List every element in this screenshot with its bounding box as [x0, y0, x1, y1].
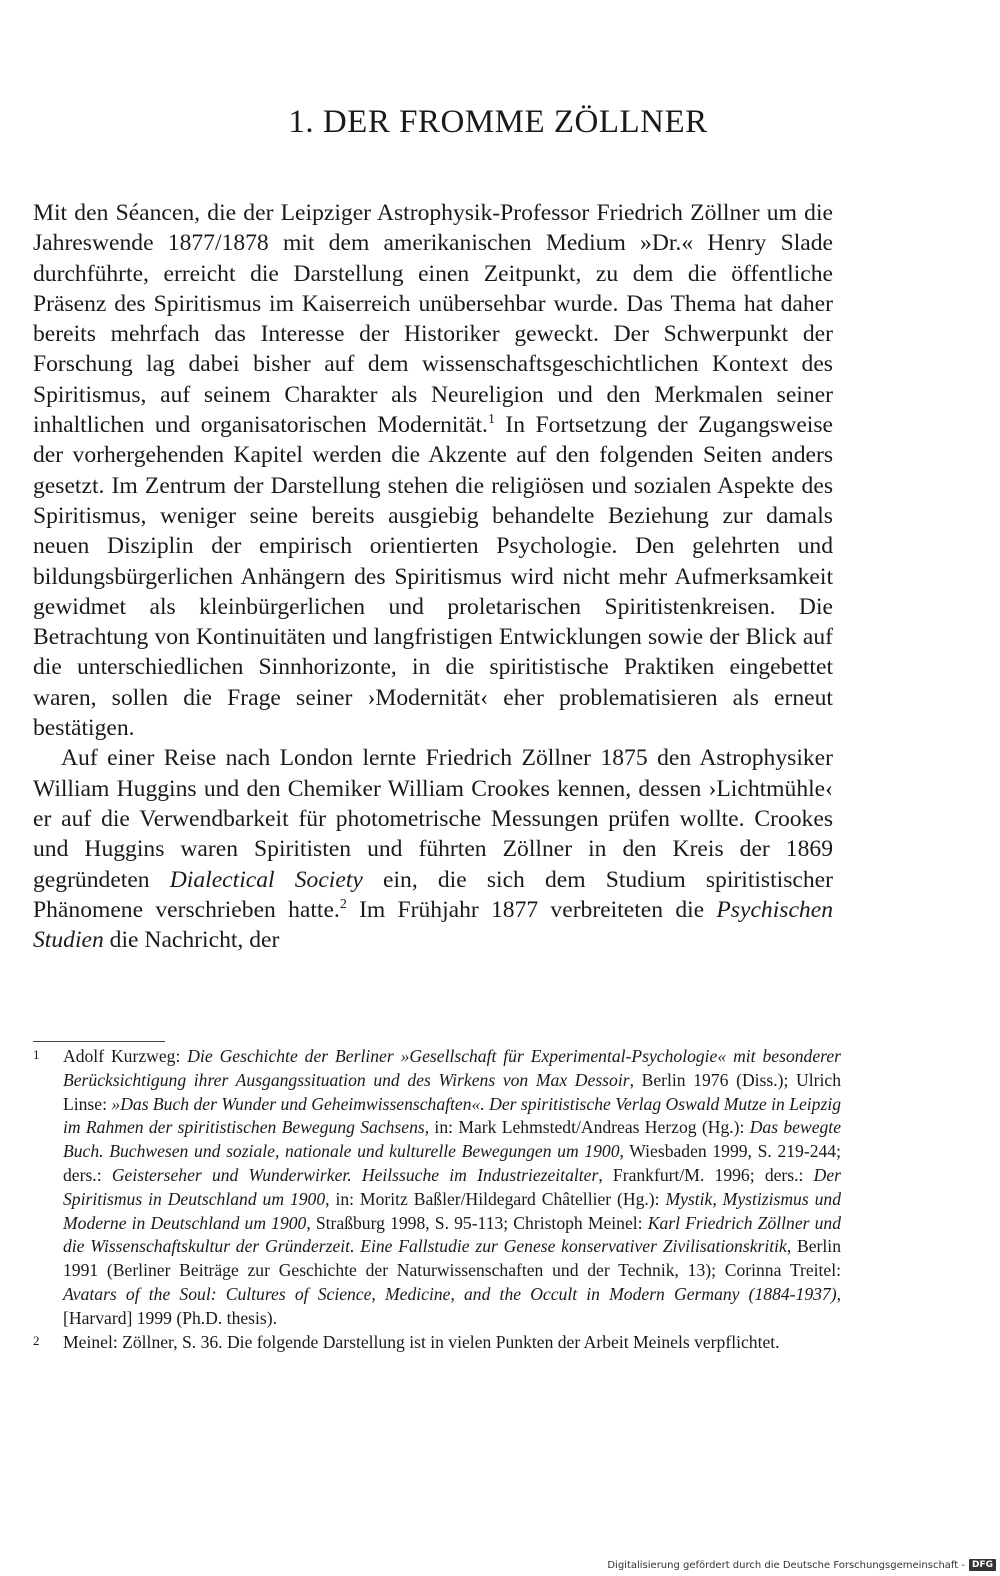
footnote-2: [33, 1331, 841, 1355]
footnote-text: , Frankfurt/M. 1996; ders.:: [598, 1164, 814, 1185]
dfg-logo: DFG: [969, 1559, 996, 1571]
paragraph-2-italic-journal: Psychischen Studien: [33, 896, 833, 954]
footnote-text: , Wiesbaden 1999, S. 219-244; ders.:: [63, 1141, 841, 1185]
main-text: [33, 198, 833, 955]
paragraph-2-text-a: Auf einer Reise nach London lernte Friedrich Zöllner 1875 den Astrophysiker William Huggins und den Chemiker William Crookes kennen, dessen ›Lichtmühle‹ er auf die Verwendbarkeit für photometrische Messungen prüfen wollte. Crookes und Huggins waren Spiritisten und führten Zöllner in den Kreis der 1869 gegründeten: [33, 745, 833, 893]
footnote-ref-2[interactable]: 2: [339, 896, 347, 912]
footnote-number: 2: [33, 1332, 40, 1348]
footnote-italic: »Das Buch der Wunder und Geheimwissenschaften«. Der spiritistische Verlag Oswald Mutze in Leipzig im Rahmen der spiritistischen Bewegung Sachsens: [63, 1093, 842, 1138]
paragraph-2-text-c: Im Frühjahr 1877 verbreiteten die: [346, 896, 717, 923]
credit-text: Digitalisierung gefördert durch die Deutsche Forschungsgemeinschaft -: [607, 1559, 965, 1571]
footnote-text: , in: Moritz Baßler/Hildegard Châtellier (Hg.):: [325, 1188, 666, 1209]
paragraph-1-text-b: In Fortsetzung der Zugangsweise der vorhergehenden Kapitel werden die Akzente auf den folgenden Seiten anders gesetzt. Im Zentrum der Darstellung stehen die religiösen und sozialen Aspekte des Spiritismus, weniger seine bereits ausgiebig behandelte Beziehung zur damals neuen Disziplin der empirisch orientierten Psychologie. Den gelehrten und bildungsbürgerlichen Anhängern des Spiritismus wird nicht mehr Aufmerksamkeit gewidmet als kleinbürgerlichen und proletarischen Spiritistenkreisen. Die Betrachtung von Kontinuitäten und langfristigen Entwicklungen sowie der Blick auf die unterschiedlichen Sinnhorizonte, in die spiritistische Praktiken eingebettet waren, sollen die Frage seiner ›Modernität‹ eher problematisieren als erneut bestätigen.: [33, 412, 834, 742]
footnote-italic: Geisterseher und Wunderwirker. Heilssuche im Industriezeitalter: [111, 1164, 599, 1185]
footnote-number: 1: [33, 1047, 40, 1062]
footnote-divider: [33, 1041, 165, 1042]
paragraph-2-italic-society: Dialectical Society: [169, 866, 363, 893]
paragraph-1-text-a: Mit den Séancen, die der Leipziger Astrophysik-Professor Friedrich Zöllner um die Jahreswende 1877/1878 mit dem amerikanischen Medium »Dr.« Henry Slade durchführte, erreicht die Darstellung einen Zeitpunkt, zu dem die öffentliche Präsenz des Spiritismus im Kaiserreich unübersehbar wurde. Das Thema hat daher bereits mehrfach das Interesse der Historiker geweckt. Der Schwerpunkt der Forschung lag dabei bisher auf dem wissenschaftsgeschichtlichen Kontext des Spiritismus, auf seinem Charakter als Neureligion und den Merkmalen seiner inhaltlichen und organisatorischen Modernität.: [33, 200, 833, 439]
footnote-text: , Berlin 1976 (Diss.); Ulrich Linse:: [63, 1069, 841, 1114]
paragraph-2: [33, 743, 833, 955]
footnote-italic: Das bewegte Buch. Buchwesen und soziale, nationale und kulturelle Bewegungen um 1900: [63, 1117, 841, 1162]
footnote-1: [33, 1045, 841, 1331]
footnote-italic: Avatars of the Soul: Cultures of Science, Medicine, and the Occult in Modern Germany (1884-1937): [63, 1283, 837, 1304]
footnote-text: Adolf Kurzweg:: [63, 1046, 188, 1066]
paragraph-1: [33, 198, 833, 743]
digitization-credit: [607, 1558, 996, 1572]
footnote-text: , in: Mark Lehmstedt/Andreas Herzog (Hg.):: [424, 1117, 750, 1138]
footnote-italic: Die Geschichte der Berliner »Gesellschaft für Experimental-Psychologie« mit besonderer Berücksichtigung ihrer Ausgangssituation und des Wirkens von Max Dessoir: [63, 1046, 841, 1090]
paragraph-2-text-b: ein, die sich dem Studium spiritistischer Phänomene verschrieben hatte.: [33, 866, 834, 923]
footnote-text: , Berlin 1991 (Berliner Beiträge zur Geschichte der Naturwissenschaften und der Technik, 13); Corinna Treitel:: [63, 1236, 841, 1281]
chapter-title: 1. DER FROMME ZÖLLNER: [288, 104, 708, 140]
footnote-italic: Mystik, Mystizismus und Moderne in Deutschland um 1900: [63, 1188, 841, 1233]
footnote-italic: Der Spiritismus in Deutschland um 1900: [63, 1164, 842, 1209]
paragraph-2-text-d: die Nachricht, der: [103, 927, 280, 954]
footnote-text: Meinel: Zöllner, S. 36. Die folgende Darstellung ist in vielen Punkten der Arbeit Meinels verpflichtet.: [63, 1331, 780, 1352]
footnotes: [33, 1045, 841, 1354]
footnote-text: , Straßburg 1998, S. 95-113; Christoph Meinel:: [306, 1212, 648, 1233]
footnote-italic: Karl Friedrich Zöllner und die Wissenschaftskultur der Gründerzeit. Eine Fallstudie zur Genese konservativer Zivilisationskritik: [63, 1212, 841, 1257]
footnote-text: , [Harvard] 1999 (Ph.D. thesis).: [63, 1283, 841, 1328]
footnote-ref-1[interactable]: 1: [487, 412, 495, 428]
